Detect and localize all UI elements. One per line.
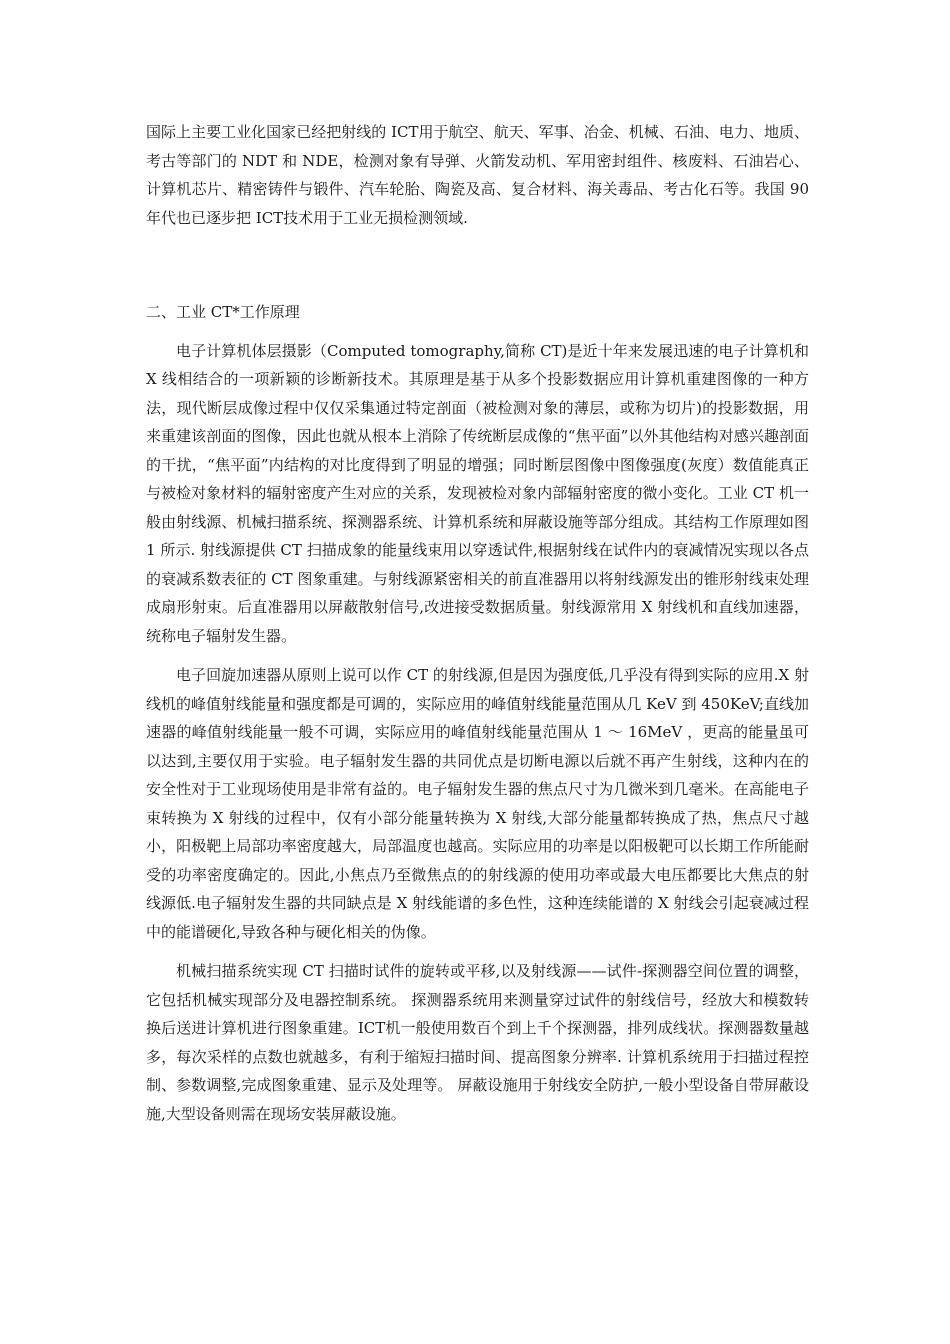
paragraph-scanning-system: 机械扫描系统实现 CT 扫描时试件的旋转或平移,以及射线源——试件-探测器空间位置的调整，它包括机械实现部分及电器控制系统。 探测器系统用来测量穿过试件的射线信号，经放大和模数转换后送进计算机进行图象重建。ICT机一般使用数百个到上千个探测器，排列成线状。探测器数量越多，每次采样的点数也就越多，有利于缩短扫描时间、提高图象分辨率. 计算机系统用于扫描过程控制、参数调整,完成图象重建、显示及处理等。 屏蔽设施用于射线安全防护,一般小型设备自带屏蔽设施,大型设备则需在现场安装屏蔽设施。 — [146, 962, 809, 1123]
paragraph-ict-applications: 国际上主要工业化国家已经把射线的 ICT用于航空、航天、军事、冶金、机械、石油、电力、地质、考古等部门的 NDT 和 NDE，检测对象有导弹、火箭发动机、军用密封组件、核废料、石油岩心、计算机芯片、精密铸件与锻件、汽车轮胎、陶瓷及高、复合材料、海关毒品、考古化石等。我国 90 年代也已逐步把 ICT技术用于工业无损检测领域. — [146, 123, 809, 227]
paragraph-ct-principle: 电子计算机体层摄影（Computed tomography,简称 CT)是近十年来发展迅速的电子计算机和 X 线相结合的一项新颖的诊断新技术。其原理是基于从多个投影数据应用计算机重建图像的一种方法，现代断层成像过程中仅仅采集通过特定剖面（被检测对象的薄层，或称为切片)的投影数据，用来重建该剖面的图像，因此也就从根本上消除了传统断层成像的“焦平面”以外其他结构对感兴趣剖面的干扰，“焦平面”内结构的对比度得到了明显的增强；同时断层图像中图像强度(灰度）数值能真正与被检对象材料的辐射密度产生对应的关系，发现被检对象内部辐射密度的微小变化。工业 CT 机一般由射线源、机械扫描系统、探测器系统、计算机系统和屏蔽设施等部分组成。其结构工作原理如图 1 所示. 射线源提供 CT 扫描成象的能量线束用以穿透试件,根据射线在试件内的衰减情况实现以各点的衰减系数表征的 CT 图象重建。与射线源紧密相关的前直准器用以将射线源发出的锥形射线束处理成扇形射束。后直准器用以屏蔽散射信号,改进接受数据质量。射线源常用 X 射线机和直线加速器，统称电子辐射发生器。 — [146, 341, 809, 645]
section-heading: 二、工业 CT*工作原理 — [146, 303, 300, 321]
document-page — [146, 118, 809, 1128]
paragraph-radiation-source: 电子回旋加速器从原则上说可以作 CT 的射线源,但是因为强度低,几乎没有得到实际的应用.X 射线机的峰值射线能量和强度都是可调的，实际应用的峰值射线能量范围从几 KeV 到 450KeV;直线加速器的峰值射线能量一般不可调，实际应用的峰值射线能量范围从 1 ～ 16MeV ，更高的能量虽可以达到,主要仅用于实验。电子辐射发生器的共同优点是切断电源以后就不再产生射线，这种内在的安全性对于工业现场使用是非常有益的。电子辐射发生器的焦点尺寸为几微米到几毫米。在高能电子束转换为 X 射线的过程中，仅有小部分能量转换为 X 射线,大部分能量都转换成了热，焦点尺寸越小，阳极靶上局部功率密度越大，局部温度也越高。实际应用的功率是以阳极靶可以长期工作所能耐受的功率密度确定的。因此,小焦点乃至微焦点的的射线源的使用功率或最大电压都要比大焦点的射线源低.电子辐射发生器的共同缺点是 X 射线能谱的多色性，这种连续能谱的 X 射线会引起衰减过程中的能谱硬化,导致各种与硬化相关的伪像。 — [146, 666, 809, 941]
